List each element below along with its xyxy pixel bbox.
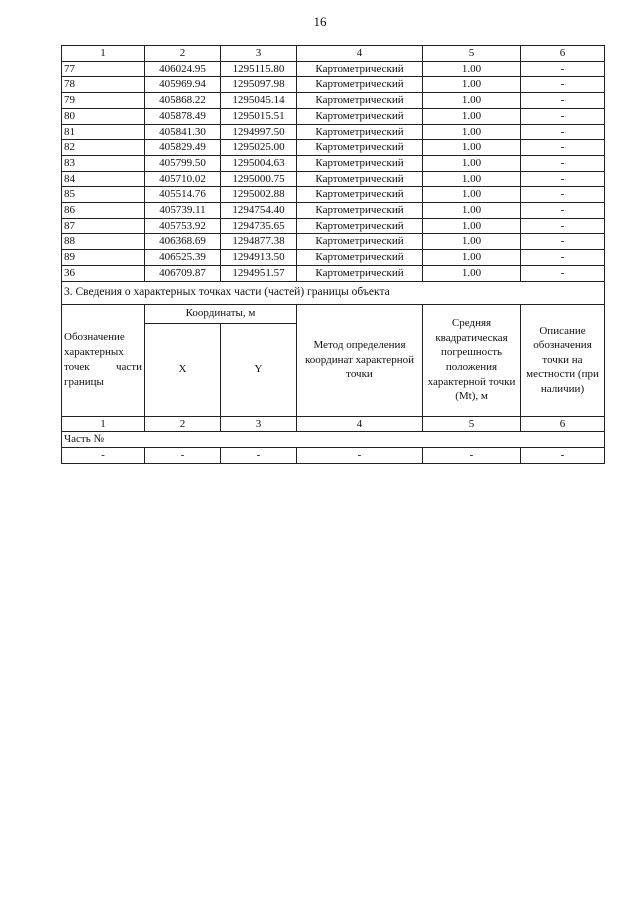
- description-cell: -: [521, 108, 605, 124]
- y-coordinate-cell: 1295097.98: [221, 77, 297, 93]
- x-coordinate-cell: 405878.49: [145, 108, 221, 124]
- accuracy-cell: 1.00: [423, 93, 521, 109]
- accuracy-cell: 1.00: [423, 61, 521, 77]
- point-number-cell: 78: [62, 77, 145, 93]
- method-cell: Картометрический: [297, 108, 423, 124]
- section-title-row: [62, 281, 605, 304]
- table-header-row: [62, 46, 605, 62]
- x-header: X: [145, 323, 221, 416]
- x-coordinate-cell: 405739.11: [145, 203, 221, 219]
- coordinates-header: Координаты, м: [145, 304, 297, 323]
- point-number-cell: 89: [62, 250, 145, 266]
- accuracy-cell: 1.00: [423, 77, 521, 93]
- x-coordinate-cell: 405841.30: [145, 124, 221, 140]
- column-number: 5: [423, 416, 521, 432]
- table-row: [62, 171, 605, 187]
- point-number-cell: 36: [62, 265, 145, 281]
- y-coordinate-cell: 1294951.57: [221, 265, 297, 281]
- table-row: [62, 124, 605, 140]
- point-number-cell: 79: [62, 93, 145, 109]
- point-designation-label: Обозначение характерных точек части границы: [64, 331, 142, 389]
- x-coordinate-cell: 405753.92: [145, 218, 221, 234]
- accuracy-cell: 1.00: [423, 155, 521, 171]
- x-coordinate-cell: 405969.94: [145, 77, 221, 93]
- method-cell: Картометрический: [297, 203, 423, 219]
- x-coordinate-cell: 405868.22: [145, 93, 221, 109]
- x-coordinate-cell: 405514.76: [145, 187, 221, 203]
- method-cell: Картометрический: [297, 155, 423, 171]
- table-row: [62, 61, 605, 77]
- column-numbers-row: [62, 416, 605, 432]
- empty-cell: -: [221, 448, 297, 464]
- accuracy-cell: 1.00: [423, 265, 521, 281]
- point-number-cell: 81: [62, 124, 145, 140]
- y-coordinate-cell: 1295004.63: [221, 155, 297, 171]
- header-cell: 2: [145, 46, 221, 62]
- method-cell: Картометрический: [297, 93, 423, 109]
- empty-cell: -: [145, 448, 221, 464]
- accuracy-cell: 1.00: [423, 140, 521, 156]
- description-cell: -: [521, 250, 605, 266]
- section-title: 3. Сведения о характерных точках части (частей) границы объекта: [62, 281, 605, 304]
- accuracy-cell: 1.00: [423, 171, 521, 187]
- point-number-cell: 77: [62, 61, 145, 77]
- description-cell: -: [521, 218, 605, 234]
- point-number-cell: 84: [62, 171, 145, 187]
- point-number-cell: 86: [62, 203, 145, 219]
- section-header-row: [62, 304, 605, 323]
- description-cell: -: [521, 187, 605, 203]
- description-header: Описание обозначения точки на местности (при наличии): [521, 304, 605, 416]
- y-coordinate-cell: 1295025.00: [221, 140, 297, 156]
- description-cell: -: [521, 77, 605, 93]
- accuracy-cell: 1.00: [423, 124, 521, 140]
- empty-part-row: [62, 448, 605, 464]
- table-row: [62, 93, 605, 109]
- header-cell: 6: [521, 46, 605, 62]
- column-number: 1: [62, 416, 145, 432]
- table-row: [62, 234, 605, 250]
- accuracy-cell: 1.00: [423, 218, 521, 234]
- header-cell: 1: [62, 46, 145, 62]
- table-row: [62, 203, 605, 219]
- page-number: 16: [313, 14, 327, 29]
- coordinates-table: [61, 45, 605, 464]
- x-coordinate-cell: 405829.49: [145, 140, 221, 156]
- y-header: Y: [221, 323, 297, 416]
- header-cell: 3: [221, 46, 297, 62]
- description-cell: -: [521, 155, 605, 171]
- description-cell: -: [521, 171, 605, 187]
- table-row: [62, 265, 605, 281]
- description-cell: -: [521, 203, 605, 219]
- point-number-cell: 82: [62, 140, 145, 156]
- accuracy-header: Средняя квадратическая погрешность положения характерной точки (Mt), м: [423, 304, 521, 416]
- accuracy-cell: 1.00: [423, 187, 521, 203]
- accuracy-cell: 1.00: [423, 203, 521, 219]
- method-cell: Картометрический: [297, 171, 423, 187]
- part-label-row: [62, 432, 605, 448]
- description-cell: -: [521, 61, 605, 77]
- description-cell: -: [521, 124, 605, 140]
- description-cell: -: [521, 93, 605, 109]
- table-row: [62, 77, 605, 93]
- x-coordinate-cell: 406525.39: [145, 250, 221, 266]
- method-cell: Картометрический: [297, 124, 423, 140]
- point-designation-header: [62, 304, 145, 416]
- y-coordinate-cell: 1295000.75: [221, 171, 297, 187]
- y-coordinate-cell: 1295015.51: [221, 108, 297, 124]
- header-cell: 5: [423, 46, 521, 62]
- x-coordinate-cell: 406024.95: [145, 61, 221, 77]
- part-label: Часть №: [62, 432, 605, 448]
- table-row: [62, 250, 605, 266]
- description-cell: -: [521, 140, 605, 156]
- y-coordinate-cell: 1294877.38: [221, 234, 297, 250]
- method-cell: Картометрический: [297, 265, 423, 281]
- column-number: 6: [521, 416, 605, 432]
- point-number-cell: 87: [62, 218, 145, 234]
- column-number: 2: [145, 416, 221, 432]
- column-number: 3: [221, 416, 297, 432]
- empty-cell: -: [423, 448, 521, 464]
- point-number-cell: 88: [62, 234, 145, 250]
- x-coordinate-cell: 406709.87: [145, 265, 221, 281]
- accuracy-cell: 1.00: [423, 234, 521, 250]
- table-row: [62, 140, 605, 156]
- method-cell: Картометрический: [297, 187, 423, 203]
- point-number-cell: 83: [62, 155, 145, 171]
- method-cell: Картометрический: [297, 218, 423, 234]
- method-header: Метод определения координат характерной точки: [297, 304, 423, 416]
- empty-cell: -: [521, 448, 605, 464]
- description-cell: -: [521, 234, 605, 250]
- x-coordinate-cell: 405799.50: [145, 155, 221, 171]
- table-row: [62, 108, 605, 124]
- header-cell: 4: [297, 46, 423, 62]
- method-cell: Картометрический: [297, 61, 423, 77]
- table-row: [62, 187, 605, 203]
- accuracy-cell: 1.00: [423, 108, 521, 124]
- y-coordinate-cell: 1295045.14: [221, 93, 297, 109]
- point-number-cell: 80: [62, 108, 145, 124]
- y-coordinate-cell: 1295002.88: [221, 187, 297, 203]
- table-row: [62, 155, 605, 171]
- method-cell: Картометрический: [297, 77, 423, 93]
- point-number-cell: 85: [62, 187, 145, 203]
- method-cell: Картометрический: [297, 250, 423, 266]
- empty-cell: -: [62, 448, 145, 464]
- description-cell: -: [521, 265, 605, 281]
- y-coordinate-cell: 1294754.40: [221, 203, 297, 219]
- y-coordinate-cell: 1294735.65: [221, 218, 297, 234]
- method-cell: Картометрический: [297, 140, 423, 156]
- column-number: 4: [297, 416, 423, 432]
- y-coordinate-cell: 1294997.50: [221, 124, 297, 140]
- accuracy-cell: 1.00: [423, 250, 521, 266]
- x-coordinate-cell: 405710.02: [145, 171, 221, 187]
- y-coordinate-cell: 1295115.80: [221, 61, 297, 77]
- y-coordinate-cell: 1294913.50: [221, 250, 297, 266]
- empty-cell: -: [297, 448, 423, 464]
- table-row: [62, 218, 605, 234]
- x-coordinate-cell: 406368.69: [145, 234, 221, 250]
- method-cell: Картометрический: [297, 234, 423, 250]
